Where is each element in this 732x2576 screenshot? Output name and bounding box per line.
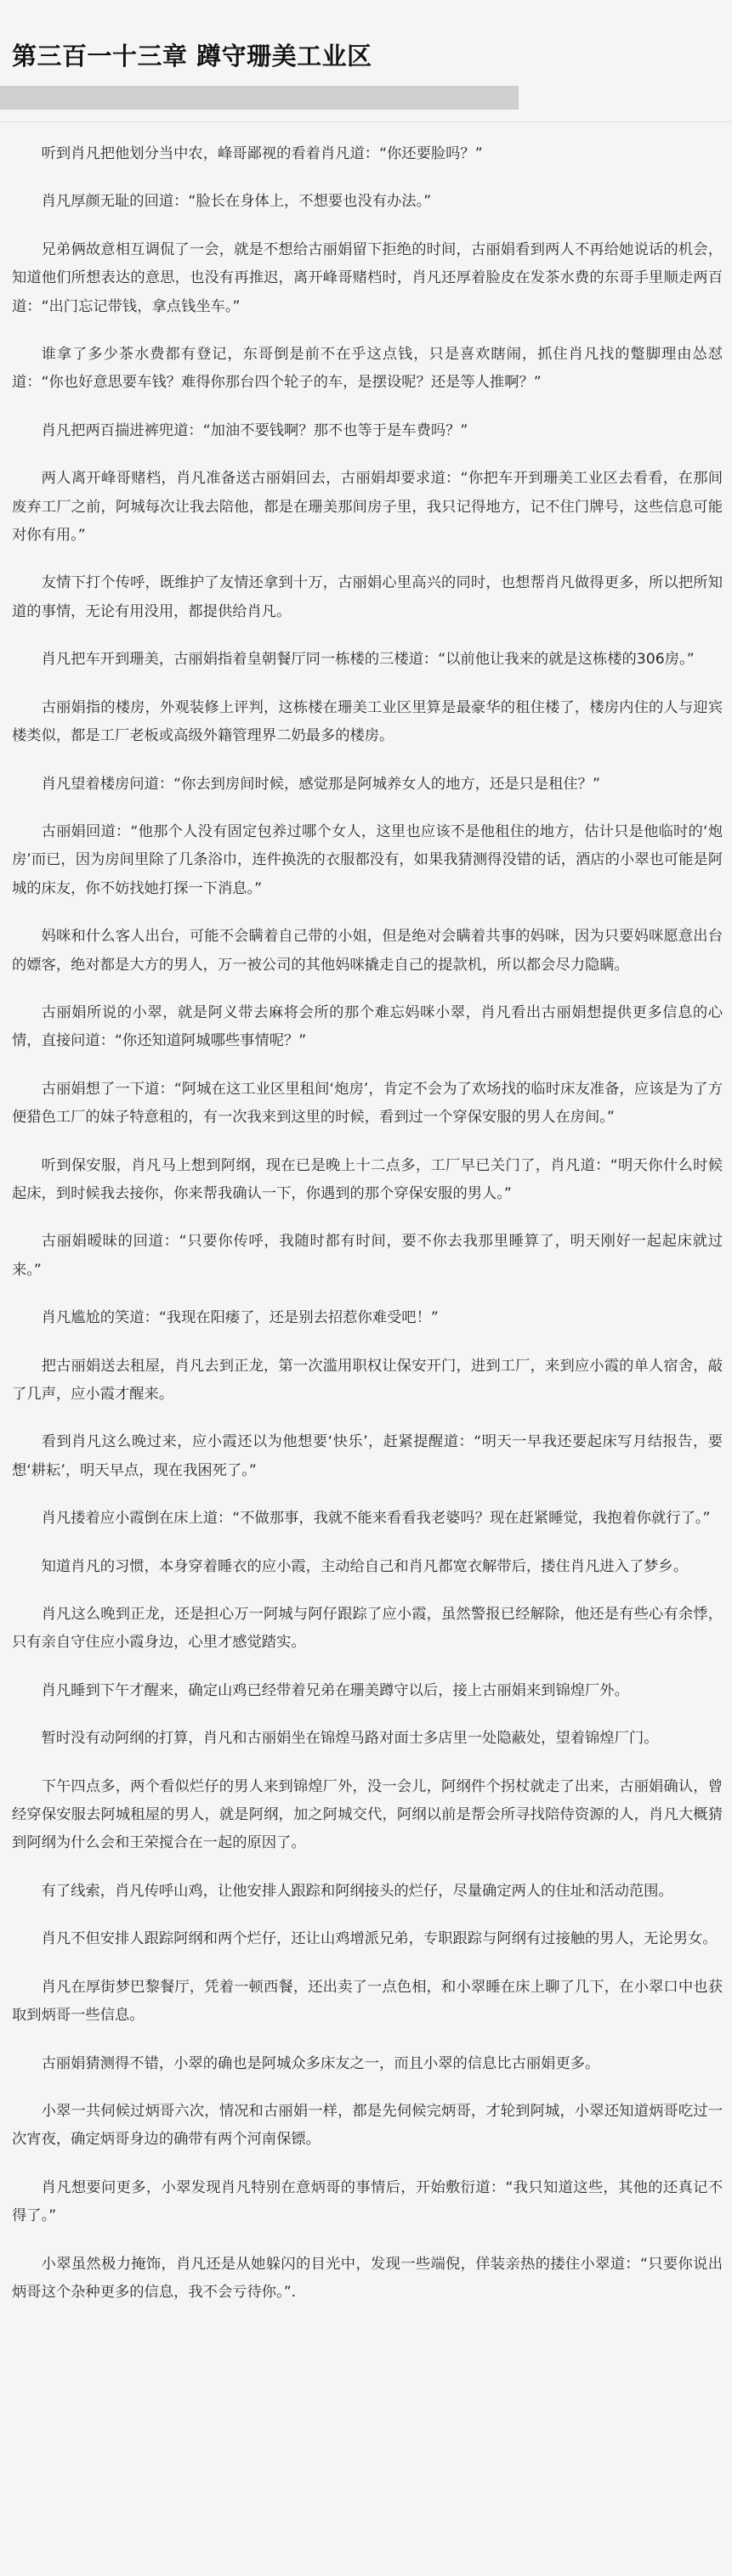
paragraph: 肖凡厚颜无耻的回道：“脸长在身体上，不想要也没有办法。” bbox=[41, 193, 432, 211]
paragraph: 肖凡把两百揣进裤兜道：“加油不要钱啊？那不也等于是车费吗？” bbox=[41, 421, 468, 439]
paragraph: 古丽娟回道：“他那个人没有固定包养过哪个女人，这里也应该不是他租住的地方，估计只是他临时的‘炮房’而已，因为房间里除了几条浴巾，连件换洗的衣服都没有，如果我猜测得没错的话，酒店的小翠也可能是阿城的床友，你不妨找她打探一下消息。” bbox=[12, 822, 723, 897]
paragraph: 谁拿了多少茶水费都有登记，东哥倒是前不在乎这点钱，只是喜欢瞎闹，抓住肖凡找的蹩脚理由怂怼道：“你也好意思要车钱？难得你那台四个轮子的车，是摆设呢？还是等人推啊？” bbox=[12, 346, 723, 392]
paragraph: 古丽娟暧昧的回道：“只要你传呼，我随时都有时间，要不你去我那里睡算了，明天刚好一起起床就过来。” bbox=[12, 1233, 723, 1279]
paragraph: 肖凡不但安排人跟踪阿纲和两个烂仔，还让山鸡增派兄弟，专职跟踪与阿纲有过接触的男人，无论男女。 bbox=[41, 1930, 718, 1948]
chapter-title: 第三百一十三章 蹲守珊美工业区 bbox=[12, 42, 372, 71]
paragraph: 听到肖凡把他划分当中农，峰哥鄙视的看着肖凡道：“你还要脸吗？” bbox=[41, 145, 483, 162]
paragraph: 古丽娟所说的小翠，就是阿义带去麻将会所的那个难忘妈咪小翠，肖凡看出古丽娟想提供更多信息的心情，直接问道：“你还知道阿城哪些事情呢？” bbox=[12, 1003, 723, 1050]
paragraph: 古丽娟指的楼房，外观装修上评判，这栋楼在珊美工业区里算是最豪华的租住楼了，楼房内住的人与迎宾楼类似，都是工厂老板或高级外籍管理界二奶最多的楼房。 bbox=[12, 698, 723, 745]
paragraph: 看到肖凡这么晚过来，应小霞还以为他想要‘快乐’，赶紧提醒道：“明天一早我还要起床写月结报告，要想‘耕耘’，明天早点，现在我困死了。” bbox=[12, 1433, 723, 1479]
divider bbox=[0, 121, 732, 122]
title-underline-bar bbox=[0, 86, 519, 110]
chapter-body bbox=[12, 140, 723, 2326]
paragraph: 暂时没有动阿纲的打算，肖凡和古丽娟坐在锦煌马路对面士多店里一处隐蔽处，望着锦煌厂门。 bbox=[41, 1730, 659, 1748]
paragraph: 兄弟俩故意相互调侃了一会，就是不想给古丽娟留下拒绝的时间，古丽娟看到两人不再给她说话的机会，知道他们所想表达的意思，也没有再推迟，离开峰哥赌档时，肖凡还厚着脸皮在发茶水费的东哥手里顺走两百道：“出门忘记带钱，拿点钱坐车。” bbox=[12, 240, 723, 315]
paragraph: 友情下打个传呼，既维护了友情还拿到十万，古丽娟心里高兴的同时，也想帮肖凡做得更多，所以把所知道的事情，无论有用没用，都提供给肖凡。 bbox=[12, 574, 723, 620]
paragraph: 古丽娟猜测得不错，小翠的确也是阿城众多床友之一，而且小翠的信息比古丽娟更多。 bbox=[41, 2054, 600, 2072]
paragraph: 把古丽娟送去租屋，肖凡去到正龙，第一次滥用职权让保安开门，进到工厂，来到应小霞的单人宿舍，敲了几声，应小霞才醒来。 bbox=[12, 1357, 723, 1403]
paragraph: 听到保安服，肖凡马上想到阿纲，现在已是晚上十二点多，工厂早已关门了，肖凡道：“明天你什么时候起床，到时候我去接你，你来帮我确认一下，你遇到的那个穿保安服的男人。” bbox=[12, 1156, 723, 1202]
paragraph: 肖凡在厚街梦巴黎餐厅，凭着一顿西餐，还出卖了一点色相，和小翠睡在床上聊了几下，在小翠口中也获取到炳哥一些信息。 bbox=[12, 1978, 723, 2025]
paragraph: 古丽娟想了一下道：“阿城在这工业区里租间‘炮房’，肯定不会为了欢场找的临时床友准备，应该是为了方便猎色工厂的妹子特意租的，有一次我来到这里的时候，看到过一个穿保安服的男人在房间。” bbox=[12, 1080, 723, 1127]
paragraph: 肖凡尴尬的笑道：“我现在阳痿了，还是别去招惹你难受吧！” bbox=[41, 1309, 439, 1327]
paragraph: 肖凡把车开到珊美，古丽娟指着皇朝餐厅同一栋楼的三楼道：“以前他让我来的就是这栋楼的306房。” bbox=[41, 651, 695, 669]
paragraph: 肖凡搂着应小霞倒在床上道：“不做那事，我就不能来看看我老婆吗？现在赶紧睡觉，我抱着你就行了。” bbox=[41, 1510, 711, 1528]
paragraph: 知道肖凡的习惯，本身穿着睡衣的应小霞，主动给自己和肖凡都宽衣解带后，搂住肖凡进入了梦乡。 bbox=[41, 1557, 688, 1575]
paragraph: 肖凡睡到下午才醒来，确定山鸡已经带着兄弟在珊美蹲守以后，接上古丽娟来到锦煌厂外。 bbox=[41, 1681, 629, 1699]
paragraph: 小翠虽然极力掩饰，肖凡还是从她躲闪的目光中，发现一些端倪，佯装亲热的搂住小翠道：“只要你说出炳哥这个杂种更多的信息，我不会亏待你。”. bbox=[12, 2255, 723, 2301]
paragraph: 肖凡想要问更多，小翠发现肖凡特别在意炳哥的事情后，开始敷衍道：“我只知道这些，其他的还真记不得了。” bbox=[12, 2178, 723, 2225]
paragraph: 下午四点多，两个看似烂仔的男人来到锦煌厂外，没一会儿，阿纲件个拐杖就走了出来，古丽娟确认，曾经穿保安服去阿城租屋的男人，就是阿纲，加之阿城交代，阿纲以前是帮会所寻找陪侍资源的人，肖凡大概猜到阿纲为什么会和王荣搅合在一起的原因了。 bbox=[12, 1777, 723, 1852]
paragraph: 肖凡望着楼房问道：“你去到房间时候，感觉那是阿城养女人的地方，还是只是租住？” bbox=[41, 775, 600, 793]
paragraph: 肖凡这么晚到正龙，还是担心万一阿城与阿仔跟踪了应小霞，虽然警报已经解除，他还是有些心有余悸，只有亲自守住应小霞身边，心里才感觉踏实。 bbox=[12, 1606, 723, 1652]
paragraph: 两人离开峰哥赌档，肖凡准备送古丽娟回去，古丽娟却要求道：“你把车开到珊美工业区去看看，在那间废弃工厂之前，阿城每次让我去陪他，都是在珊美那间房子里，我只记得地方，记不住门牌号，这些信息可能对你有用。” bbox=[12, 470, 723, 545]
paragraph: 有了线索，肖凡传呼山鸡，让他安排人跟踪和阿纲接头的烂仔，尽量确定两人的住址和活动范围。 bbox=[41, 1882, 673, 1900]
paragraph: 小翠一共伺候过炳哥六次，情况和古丽娟一样，都是先伺候完炳哥，才轮到阿城，小翠还知道炳哥吃过一次宵夜，确定炳哥身边的确带有两个河南保镖。 bbox=[12, 2102, 723, 2149]
paragraph: 妈咪和什么客人出台，可能不会瞒着自己带的小姐，但是绝对会瞒着共事的妈咪，因为只要妈咪愿意出台的嫖客，绝对都是大方的男人，万一被公司的其他妈咪撬走自己的提款机，所以都会尽力隐瞒。 bbox=[12, 928, 723, 974]
